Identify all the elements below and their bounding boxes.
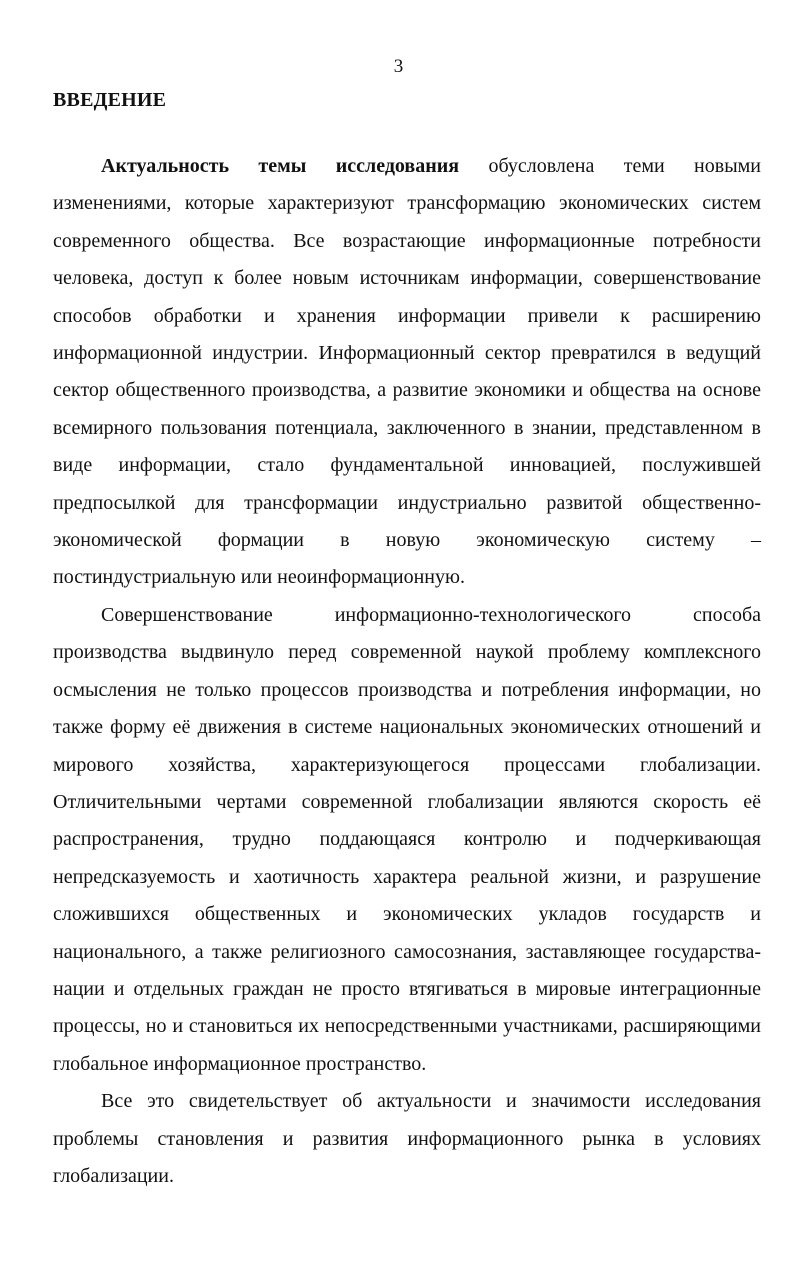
paragraph-improvement — [53, 597, 761, 1083]
paragraph-relevance — [53, 148, 761, 597]
paragraph-conclusion — [53, 1083, 761, 1195]
section-heading: ВВЕДЕНИЕ — [53, 89, 167, 111]
paragraph-text: Все это свидетельствует об актуальности и значимости исследования проблемы становления и развития информационного рынка в условиях глобализации. — [53, 1090, 761, 1187]
paragraph-lead-bold: Актуальность темы исследования — [101, 155, 460, 177]
page-number: 3 — [393, 56, 404, 77]
body-text — [53, 148, 761, 1195]
paragraph-text: обусловлена теми новыми изменениями, которые характеризуют трансформацию экономических систем современного общества. Все возрастающие информационные потребности человека, доступ к более новым источникам информации, совершенствование способов обработки и хранения информации привели к расширению информационной индустрии. Информационный сектор превратился в ведущий сектор общественного производства, а развитие экономики и общества на основе всемирного пользования потенциала, заключенного в знании, представленном в виде информации, стало фундаментальной инновацией, послужившей предпосылкой для трансформации индустриально развитой общественно-экономической формации в новую экономическую систему – постиндустриальную или неоинформационную. — [53, 155, 762, 589]
paragraph-text: Совершенствование информационно-технологического способа производства выдвинуло перед современной наукой проблему комплексного осмысления не только процессов производства и потребления информации, но также форму её движения в системе национальных экономических отношений и мирового хозяйства, характеризующегося процессами глобализации. Отличительными чертами современной глобализации являются скорость её распространения, трудно поддающаяся контролю и подчеркивающая непредсказуемость и хаотичность характера реальной жизни, и разрушение сложившихся общественных и экономических укладов государств и национального, а также религиозного самосознания, заставляющее государства-нации и отдельных граждан не просто втягиваться в мировые интеграционные процессы, но и становиться их непосредственными участниками, расширяющими глобальное информационное пространство. — [53, 603, 761, 1075]
